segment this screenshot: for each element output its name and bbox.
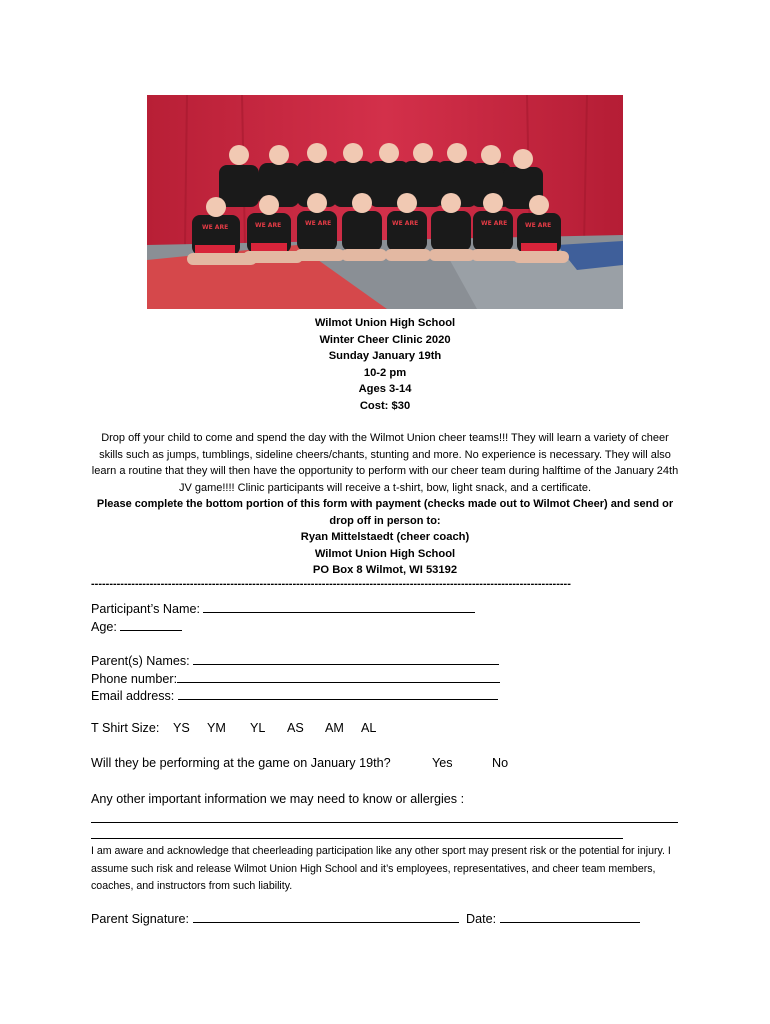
phone-field[interactable]: [91, 669, 500, 686]
participant-name-label: Participant’s Name:: [91, 602, 200, 616]
signature-label: Parent Signature:: [91, 912, 190, 926]
instructions-text: Please complete the bottom portion of this form with payment (checks made out to Wilmot Cheer) and send or drop off in person to:: [96, 498, 674, 527]
mail-to-address: [80, 529, 690, 579]
parent-names-field[interactable]: [91, 651, 499, 668]
size-option-ys[interactable]: YS: [173, 721, 190, 735]
cut-line: -----------------------------------------------------------------------------------------------------------------------------------: [91, 578, 571, 590]
tshirt-size-label: T Shirt Size:: [91, 721, 160, 735]
email-field[interactable]: [91, 686, 498, 703]
school-name: Wilmot Union High School: [314, 317, 456, 329]
contact-name: Ryan Mittelstaedt (cheer coach): [300, 531, 470, 543]
date-line[interactable]: [500, 909, 640, 923]
event-cost: Cost: $30: [359, 399, 411, 412]
event-date: Sunday January 19th: [328, 350, 442, 363]
performing-yes-option[interactable]: Yes: [432, 756, 453, 770]
signature-field[interactable]: [91, 909, 640, 926]
participant-name-line[interactable]: [203, 599, 475, 613]
svg-text:WE ARE: WE ARE: [525, 222, 552, 229]
parent-names-label: Parent(s) Names:: [91, 654, 190, 668]
contact-address: PO Box 8 Wilmot, WI 53192: [312, 564, 458, 577]
contact-school: Wilmot Union High School: [314, 547, 456, 560]
event-time: 10-2 pm: [363, 366, 407, 379]
performing-no-option[interactable]: No: [492, 756, 509, 770]
event-ages: Ages 3-14: [358, 383, 412, 396]
age-field[interactable]: [91, 617, 182, 634]
svg-text:WE ARE: WE ARE: [305, 220, 332, 227]
intro-section: [88, 430, 682, 530]
size-option-al[interactable]: AL: [361, 721, 377, 735]
allergies-line-1[interactable]: [91, 822, 678, 823]
intro-paragraph: Drop off your child to come and spend the day with the Wilmot Union cheer teams!!! They will learn a variety of cheer skills such as jumps, tumblings, sideline cheers/chants, stunting and more. No experience is necessary. They will also learn a routine that they will then have the opportunity to perform with our cheer team during halftime of the January 24th JV game!!!! Clinic participants will receive a t-shirt, bow, light snack, and a certificate.: [91, 432, 679, 494]
size-option-as[interactable]: AS: [287, 721, 304, 735]
tshirt-size-field: [91, 721, 159, 735]
date-label: Date:: [466, 912, 497, 926]
team-photo-illustration: [147, 95, 623, 309]
svg-text:WE ARE: WE ARE: [202, 224, 229, 231]
age-label: Age:: [91, 620, 117, 634]
email-line[interactable]: [178, 686, 498, 700]
parent-names-line[interactable]: [193, 651, 499, 665]
size-option-ym[interactable]: YM: [207, 721, 226, 735]
event-name: Winter Cheer Clinic 2020: [319, 333, 451, 346]
phone-label: Phone number:: [91, 672, 178, 686]
event-header: [80, 315, 690, 415]
size-option-yl[interactable]: YL: [250, 721, 266, 735]
age-line[interactable]: [120, 617, 182, 631]
allergies-line-2[interactable]: [91, 838, 623, 839]
svg-text:WE ARE: WE ARE: [392, 220, 419, 227]
team-photo: [147, 95, 623, 309]
allergies-label: Any other important information we may need to know or allergies :: [91, 792, 465, 806]
size-option-am[interactable]: AM: [325, 721, 344, 735]
phone-line[interactable]: [177, 669, 500, 683]
liability-waiver: I am aware and acknowledge that cheerleading participation like any other sport may present risk or the potential for injury. I assume such risk and release Wilmot Union High School and it’s employees, representatives, and cheer team members, coaches, and instructors from such liability.: [91, 845, 671, 892]
svg-text:WE ARE: WE ARE: [255, 222, 282, 229]
email-label: Email address:: [91, 689, 175, 703]
participant-name-field[interactable]: [91, 599, 475, 616]
performing-question: Will they be performing at the game on January 19th?: [91, 756, 391, 770]
signature-line[interactable]: [193, 909, 459, 923]
svg-text:WE ARE: WE ARE: [481, 220, 508, 227]
